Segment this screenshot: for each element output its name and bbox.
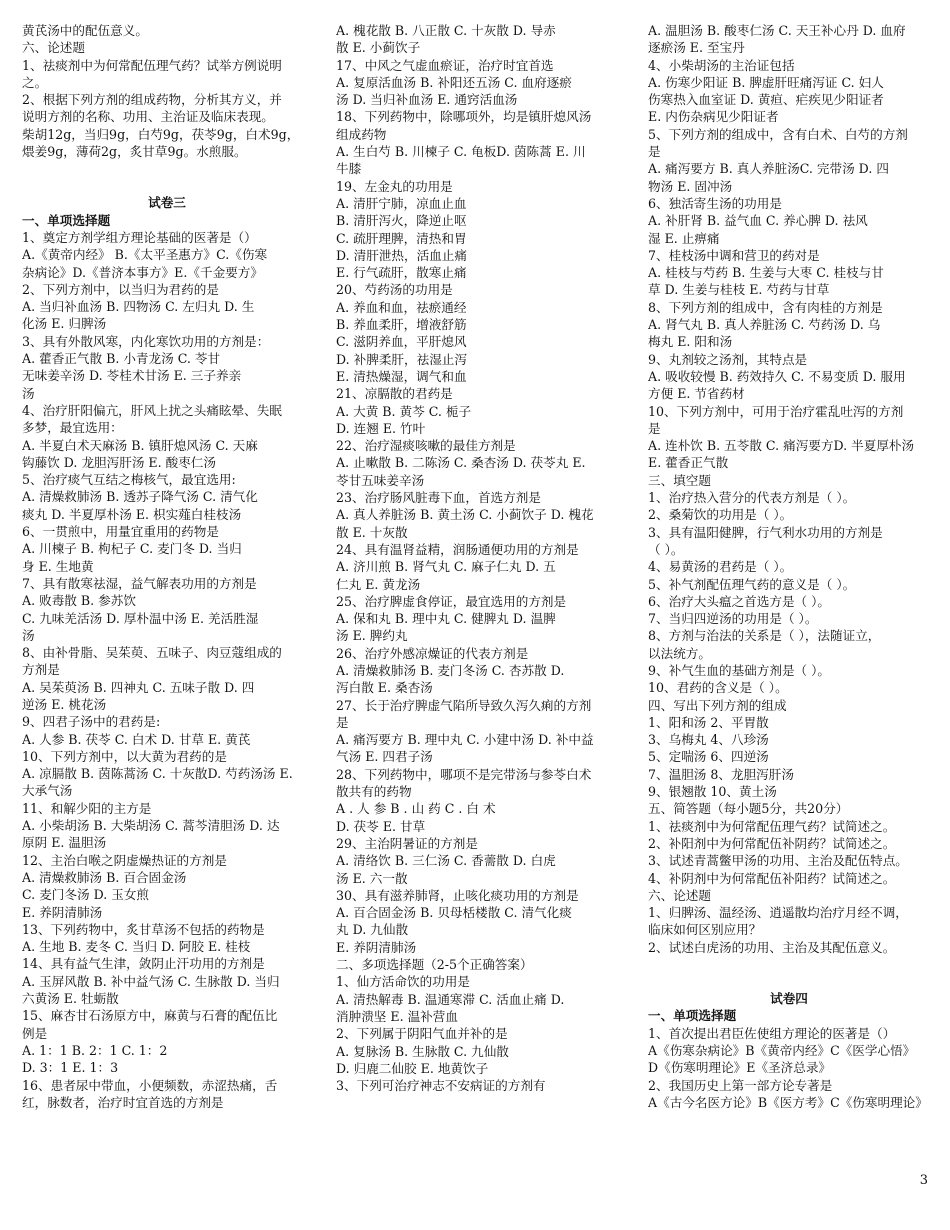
text-line: 是 [336, 714, 349, 730]
text-line: D. 3：1 E. 1：3 [22, 1060, 119, 1076]
text-line: 气汤 E. 四君子汤 [336, 749, 433, 765]
text-line: D. 补脾柔肝，祛湿止泻 [336, 351, 467, 367]
text-line: 4、治疗肝阳偏亢，肝风上扰之头痛眩晕、失眠 [22, 402, 282, 418]
text-line: 3、下列可治疗神志不安病证的方剂有 [336, 1078, 546, 1094]
text-line: 梅丸 E. 阳和汤 [648, 334, 733, 350]
text-line: 汤 [22, 627, 35, 643]
text-line: 五、简答题（每小题5分，共20分） [648, 801, 849, 817]
text-line: A. 清络饮 B. 三仁汤 C. 香薷散 D. 白虎 [336, 853, 556, 869]
page-number: 3 [919, 1173, 928, 1188]
text-line: 湿 E. 止痹痛 [648, 230, 720, 246]
text-line: A. 复原活血汤 B. 补阳还五汤 C. 血府逐瘀 [336, 74, 572, 90]
text-line: 伤寒热入血室证 D. 黄疸、疟疾见少阳证者 [648, 92, 884, 108]
text-line: 1、仙方活命饮的功用是 [336, 974, 470, 990]
text-line: A. 养血和血，祛瘀通经 [336, 299, 467, 315]
text-line: 是 [648, 144, 661, 160]
text-line: 12、主治白喉之阴虚燥热证的方剂是 [22, 852, 227, 868]
text-line: A. 吸收较慢 B. 药效持久 C. 不易变质 D. 服用 [648, 368, 906, 384]
text-line: 6、治疗大头瘟之首选方是（ ）。 [648, 593, 831, 609]
text-line: 15、麻杏甘石汤原方中，麻黄与石膏的配伍比 [22, 1008, 278, 1024]
text-line: 草 D. 生姜与桂枝 E. 芍药与甘草 [648, 282, 830, 298]
text-line: E. 内伤杂病见少阳证者 [648, 109, 779, 125]
text-line: 16、患者尿中带血，小便频数，赤涩热痛，舌 [22, 1077, 278, 1093]
text-line: 21、凉膈散的君药是 [336, 386, 453, 402]
text-line: 6、一贯煎中，用量宜重用的药物是 [22, 524, 219, 540]
text-line: 5、补气剂配伍理气药的意义是（ ）。 [648, 576, 856, 592]
text-line: 30、具有滋养肺肾，止咳化痰功用的方剂是 [336, 887, 579, 903]
text-line: 汤 [22, 385, 35, 401]
text-line: 24、具有温肾益精，润肠通便功用的方剂是 [336, 541, 579, 557]
text-line: C. 滋阴养血，平肝熄风 [336, 334, 467, 350]
text-line: 25、治疗脾虚食停证，最宜选用的方剂是 [336, 593, 567, 609]
text-line: 红，脉数者，治疗时宜首选的方剂是 [22, 1094, 224, 1110]
text-line: 汤 E. 脾约丸 [336, 628, 408, 644]
text-line: 14、具有益气生津，敛阴止汗功用的方剂是 [22, 956, 265, 972]
text-line: 无味姜辛汤 D. 苓桂术甘汤 E. 三子养亲 [22, 368, 242, 384]
text-line: D. 茯苓 E. 甘草 [336, 818, 426, 834]
text-line: A. 桂枝与芍药 B. 生姜与大枣 C. 桂枝与甘 [648, 265, 884, 281]
text-line: 钩藤饮 D. 龙胆泻肝汤 E. 酸枣仁汤 [22, 454, 216, 470]
text-line: 二、多项选择题（2-5个正确答案） [336, 957, 533, 973]
blank-line [648, 956, 930, 973]
text-line: E. 养阴清肺汤 [336, 939, 417, 955]
text-line: 5、定喘汤 6、四逆汤 [648, 749, 769, 765]
text-line: 之。 [22, 74, 48, 90]
text-line: 物汤 E. 固冲汤 [648, 178, 733, 194]
text-line: 9、银翘散 10、黄土汤 [648, 784, 777, 800]
text-line: 柴胡12g，当归9g，白芍9g，茯苓9g，白术9g， [22, 126, 300, 142]
text-line: A. 伤寒少阳证 B. 脾虚肝旺痛泻证 C. 妇人 [648, 74, 884, 90]
text-line: 牛膝 [336, 161, 362, 177]
text-line: D. 连翘 E. 竹叶 [336, 420, 426, 436]
text-line: A《古今名医方论》B《医方考》C《伤寒明理论》 [648, 1094, 928, 1110]
text-line: 5、治疗痰气互结之梅核气，最宜选用: [22, 472, 236, 488]
text-line: 27、长于治疗脾虚气陷所导致久泻久痢的方剂 [336, 697, 592, 713]
text-line: 痰丸 D. 半夏厚朴汤 E. 枳实薤白桂枝汤 [22, 506, 242, 522]
text-line: E. 藿香正气散 [648, 455, 729, 471]
text-line: 消肿溃坚 E. 温补营血 [336, 1008, 458, 1024]
text-line: 六黄汤 E. 牡蛎散 [22, 991, 119, 1007]
text-line: 18、下列药物中，除哪项外，均是镇肝熄风汤 [336, 109, 592, 125]
text-line: A. 大黄 B. 黄芩 C. 栀子 [336, 403, 472, 419]
text-line: 22、治疗湿痰咳嗽的最佳方剂是 [336, 438, 516, 454]
text-line: A. 百合固金汤 B. 贝母栝楼散 C. 清气化痰 [336, 905, 572, 921]
text-line: A. 吴茱萸汤 B. 四神丸 C. 五味子散 D. 四 [22, 679, 255, 695]
text-line: 8、下列方剂的组成中，含有肉桂的方剂是 [648, 299, 883, 315]
text-line: A. 肾气丸 B. 真人养脏汤 C. 芍药汤 D. 乌 [648, 317, 881, 333]
text-line: 方便 E. 节省药材 [648, 386, 745, 402]
text-line: A. 保和丸 B. 理中丸 C. 健脾丸 D. 温脾 [336, 611, 556, 627]
text-line: 7、当归四逆汤的功用是（ ）。 [648, 611, 818, 627]
text-line: 六、论述题 [648, 887, 711, 903]
text-line: A. 补肝肾 B. 益气血 C. 养心脾 D. 祛风 [648, 213, 868, 229]
text-line: 4、补阴剂中为何常配伍补阳药？试简述之。 [648, 870, 896, 886]
text-line: 以法统方。 [648, 645, 711, 661]
text-line: 2、下列属于阴阳气血并补的是 [336, 1026, 508, 1042]
section-heading: 一、单项选择题 [22, 212, 111, 228]
text-line: （ ）。 [648, 541, 684, 557]
text-line: A. 温胆汤 B. 酸枣仁汤 C. 天王补心丹 D. 血府 [648, 23, 906, 38]
text-line: A. 藿香正气散 B. 小青龙汤 C. 苓甘 [22, 351, 221, 367]
text-line: 3、具有外散风寒，内化寒饮功用的方剂是： [22, 333, 270, 349]
column-left [22, 22, 312, 1111]
text-line: 六、论述题 [22, 40, 85, 56]
text-line: 三、填空题 [648, 472, 711, 488]
text-line: 原阴 E. 温胆汤 [22, 835, 107, 851]
text-line: 多梦，最宜选用： [22, 420, 123, 436]
text-line: 逆汤 E. 桃花汤 [22, 696, 107, 712]
exam-title: 试卷四 [770, 991, 808, 1007]
text-line: A. 复脉汤 B. 生脉散 C. 九仙散 [336, 1043, 509, 1059]
text-line: 1、归脾汤、温经汤、逍遥散均治疗月经不调， [648, 905, 908, 921]
text-line: 1、阳和汤 2、平胃散 [648, 714, 769, 730]
blank-line [22, 160, 312, 177]
text-line: A. 清肝宁肺，凉血止血 [336, 195, 467, 211]
text-line: A. 1：1 B. 2：1 C. 1：2 [22, 1042, 168, 1058]
text-line: A. 川楝子 B. 枸杞子 C. 麦门冬 D. 当归 [22, 541, 242, 557]
text-line: A. 清燥救肺汤 B. 百合固金汤 [22, 869, 187, 885]
text-line: A. 人参 B. 茯苓 C. 白术 D. 甘草 E. 黄芪 [22, 731, 251, 747]
text-line: 煨姜9g，薄荷2g，炙甘草9g。水煎服。 [22, 144, 247, 160]
blank-line [22, 177, 312, 194]
text-line: 9、补气生血的基础方剂是（ ）。 [648, 662, 831, 678]
text-line: 散共有的药物 [336, 784, 412, 800]
text-line: 散 E. 小蓟饮子 [336, 40, 421, 56]
text-line: E. 养阴清肺汤 [22, 904, 103, 920]
text-line: 6、独活寄生汤的功用是 [648, 195, 782, 211]
text-line: 20、芍药汤的功用是 [336, 282, 453, 298]
text-line: A. 半夏白术天麻汤 B. 镇肝熄风汤 C. 天麻 [22, 437, 258, 453]
text-line: A. 玉屏风散 B. 补中益气汤 C. 生脉散 D. 当归 [22, 973, 280, 989]
text-line: A. 连朴饮 B. 五苓散 C. 痛泻要方D. 半夏厚朴汤 [648, 438, 915, 454]
text-line: A. 生白芍 B. 川楝子 C. 龟板D. 茵陈蒿 E. 川 [336, 144, 586, 160]
text-line: 3、具有温阳健脾，行气利水功用的方剂是 [648, 524, 883, 540]
text-line: A. 痛泻要方 B. 理中丸 C. 小建中汤 D. 补中益 [336, 732, 594, 748]
text-line: 28、下列药物中，哪项不是完带汤与参苓白术 [336, 766, 592, 782]
text-line: 是 [648, 420, 661, 436]
text-line: 23、治疗肠风脏毒下血，首选方剂是 [336, 490, 541, 506]
text-line: A. 当归补血汤 B. 四物汤 C. 左归丸 D. 生 [22, 299, 255, 315]
text-line: D《伤寒明理论》E《圣济总录》 [648, 1060, 832, 1076]
text-line: 1、首次提出君臣佐使组方理论的医著是（） [648, 1025, 896, 1041]
text-line: 黄芪汤中的配伍意义。 [22, 23, 148, 38]
text-line: 11、和解少阳的主方是 [22, 800, 152, 816]
text-line: A. 止嗽散 B. 二陈汤 C. 桑杏汤 D. 茯苓丸 E. [336, 455, 586, 471]
text-line: B. 清肝泻火，降逆止呕 [336, 213, 467, 229]
text-line: E. 行气疏肝，散寒止痛 [336, 265, 467, 281]
text-line: A《伤寒杂病论》B《黄帝内经》C《医学心悟》 [648, 1042, 916, 1058]
text-line: 2、根据下列方剂的组成药物，分析其方义，并 [22, 92, 282, 108]
text-line: A . 人 参 B . 山 药 C . 白 术 [336, 801, 496, 817]
exam-title: 试卷三 [148, 195, 186, 211]
text-line: D. 归鹿二仙胶 E. 地黄饮子 [336, 1060, 489, 1076]
text-line: A. 凉膈散 B. 茵陈蒿汤 C. 十灰散D. 芍药汤汤 E. [22, 766, 293, 782]
section-heading: 一、单项选择题 [648, 1008, 737, 1024]
text-line: 4、小柴胡汤的主治证包括 [648, 57, 795, 73]
text-line: A. 真人养脏汤 B. 黄土汤 C. 小蓟饮子 D. 槐花 [336, 507, 594, 523]
text-line: A. 清热解毒 B. 温通寒滞 C. 活血止痛 D. [336, 991, 565, 1007]
text-line: 身 E. 生地黄 [22, 558, 94, 574]
text-line: 临床如何区别应用？ [648, 922, 762, 938]
text-line: E. 清热燥湿，调气和血 [336, 368, 467, 384]
blank-line [648, 973, 930, 990]
text-line: 13、下列药物中，炙甘草汤不包括的药物是 [22, 921, 265, 937]
text-line: 泻白散 E. 桑杏汤 [336, 680, 433, 696]
text-line: D. 清肝泄热，活血止痛 [336, 247, 467, 263]
text-line: 杂病论》D.《普济本事方》E.《千金要方》 [22, 264, 263, 280]
text-line: 逐瘀汤 E. 至宝丹 [648, 40, 745, 56]
text-line: 9、四君子汤中的君药是: [22, 714, 161, 730]
text-line: A. 小柴胡汤 B. 大柴胡汤 C. 蒿芩清胆汤 D. 达 [22, 818, 280, 834]
text-line: 4、易黄汤的君药是（ ）。 [648, 559, 793, 575]
text-line: 1、奠定方剂学组方理论基础的医著是（） [22, 229, 257, 245]
text-line: 10、君药的含义是（ ）。 [648, 680, 788, 696]
text-line: 1、祛痰剂中为何常配伍理气药？试举方例说明 [22, 57, 282, 73]
text-line: A. 痛泻要方 B. 真人养脏汤C. 完带汤 D. 四 [648, 161, 889, 177]
text-line: 1、治疗热入营分的代表方剂是（ ）。 [648, 490, 856, 506]
text-line: 化汤 E. 归脾汤 [22, 316, 107, 332]
text-line: 3、乌梅丸 4、八珍汤 [648, 732, 769, 748]
text-line: 3、试述青蒿鳖甲汤的功用、主治及配伍特点。 [648, 853, 908, 869]
text-line: B. 养血柔肝，增液舒筋 [336, 317, 467, 333]
text-line: 10、下列方剂中，以大黄为君药的是 [22, 748, 227, 764]
text-line: 说明方剂的名称、功用、主治证及临床表现。 [22, 109, 274, 125]
text-line: A. 槐花散 B. 八正散 C. 十灰散 D. 导赤 [336, 23, 556, 38]
text-line: 汤 E. 六一散 [336, 870, 408, 886]
text-line: C. 疏肝理脾，清热和胃 [336, 230, 467, 246]
text-line: 7、具有散寒祛湿，益气解表功用的方剂是 [22, 575, 257, 591]
text-line: 7、桂枝汤中调和营卫的药对是 [648, 247, 820, 263]
text-line: 2、下列方剂中，以当归为君药的是 [22, 281, 219, 297]
text-line: 5、下列方剂的组成中，含有白术、白芍的方剂 [648, 126, 908, 142]
text-line: 8、方剂与治法的关系是（ ），法随证立， [648, 628, 881, 644]
text-line: 10、下列方剂中，可用于治疗霍乱吐泻的方剂 [648, 403, 904, 419]
text-line: 9、丸剂较之汤剂，其特点是 [648, 351, 808, 367]
text-line: 散 E. 十灰散 [336, 524, 408, 540]
text-line: A. 败毒散 B. 参苏饮 [22, 593, 136, 609]
text-line: 2、试述白虎汤的功用、主治及其配伍意义。 [648, 939, 896, 955]
text-line: 苓甘五味姜辛汤 [336, 472, 425, 488]
text-line: 仁丸 E. 黄龙汤 [336, 576, 421, 592]
text-line: 2、桑菊饮的功用是（ ）。 [648, 507, 793, 523]
text-line: 26、治疗外感凉燥证的代表方剂是 [336, 645, 529, 661]
text-line: A. 清燥救肺汤 B. 透苏子降气汤 C. 清气化 [22, 489, 258, 505]
text-line: A. 清燥救肺汤 B. 麦门冬汤 C. 杏苏散 D. [336, 662, 565, 678]
text-line: 8、由补骨脂、吴茱萸、五味子、肉豆蔻组成的 [22, 645, 282, 661]
text-line: C. 九味羌活汤 D. 厚朴温中汤 E. 羌活胜湿 [22, 610, 259, 626]
text-line: A.《黄帝内经》 B.《太平圣惠方》C.《伤寒 [22, 247, 268, 263]
text-line: 2、补阳剂中为何常配伍补阴药？试简述之。 [648, 835, 896, 851]
text-line: 大承气汤 [22, 783, 73, 799]
text-line: 组成药物 [336, 126, 387, 142]
column-right [648, 22, 930, 1111]
text-line: 1、祛痰剂中为何常配伍理气药？试简述之。 [648, 818, 896, 834]
text-line: 29、主治阴暑证的方剂是 [336, 835, 478, 851]
text-line: 7、温胆汤 8、龙胆泻肝汤 [648, 766, 794, 782]
text-line: A. 济川煎 B. 肾气丸 C. 麻子仁丸 D. 五 [336, 559, 556, 575]
text-line: C. 麦门冬汤 D. 玉女煎 [22, 887, 150, 903]
text-line: A. 生地 B. 麦冬 C. 当归 D. 阿胶 E. 桂枝 [22, 939, 251, 955]
text-line: 2、我国历史上第一部方论专著是 [648, 1077, 833, 1093]
text-line: 例是 [22, 1025, 48, 1041]
text-line: 方剂是 [22, 662, 60, 678]
text-line: 汤 D. 当归补血汤 E. 通窍活血汤 [336, 92, 518, 108]
text-line: 四、写出下列方剂的组成 [648, 697, 787, 713]
column-middle [336, 22, 619, 1094]
text-line: 丸 D. 九仙散 [336, 922, 409, 938]
text-line: 17、中风之气虚血瘀证，治疗时宜首选 [336, 57, 554, 73]
text-line: 19、左金丸的功用是 [336, 178, 453, 194]
